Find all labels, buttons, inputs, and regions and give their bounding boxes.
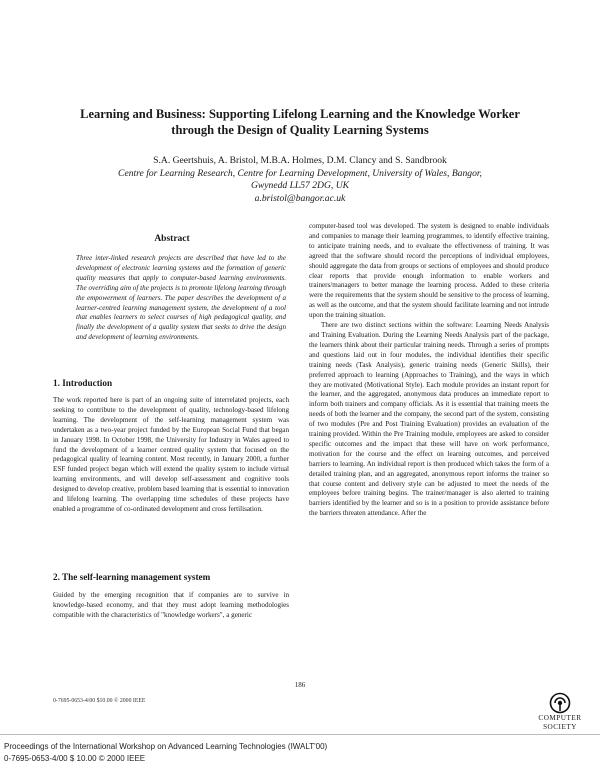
logo-text-computer: COMPUTER: [538, 714, 582, 722]
computer-society-logo: [528, 692, 592, 731]
right-paragraph-2: There are two distinct sections within the software: Learning Needs Analysis and Training Evaluation. During the Learning Needs Analysis part of the package, the learners think about their particular training needs. Through a series of prompts and questions laid out in four modules, the individual identifies their specific training needs (Task Analysis), generic training needs (Generic Skills), their preferred approach to learning (Approaches to Training), and the ways in which they are motivated (Motivational Style). Each module provides an instant report for the learner, and the aggregated, anonymous data produces an immediate report to inform both trainers and company officials. As it is essential that training meets the needs of both the learner and the company, the second part of the system, consisting of two modules (Pre and Post Training Evaluation) provides an evaluation of the training provided. Within the Pre Training module, employees are asked to consider specific outcomes and the impact that these will have on work performance, motivation for the course and the effect on learning outcomes, and perceived barriers to learning. An individual report is then produced which takes the form of a detailed training plan, and an aggregated, anonymous report informs the trainer so that course content and delivery style can be adjusted to meet the needs of the employees before training begins. The trainer/manager is also alerted to training barriers identified by the learner and so is in a position to provide assistance before the barriers threaten attendance. After the: [309, 321, 549, 518]
section-heading-self-learning: 2. The self-learning management system: [53, 572, 211, 582]
footer-isbn: 0-7695-0653-4/00 $ 10.00 © 2000 IEEE: [4, 754, 146, 763]
title-line-2: through the Design of Quality Learning Systems: [171, 123, 429, 137]
title-line-1: Learning and Business: Supporting Lifelong Learning and the Knowledge Worker: [80, 107, 520, 121]
author-block: [40, 155, 560, 205]
footer-divider: [0, 734, 600, 735]
paper-title: [40, 106, 560, 138]
logo-text-society: SOCIETY: [543, 722, 577, 731]
section-heading-introduction: 1. Introduction: [53, 378, 113, 388]
introduction-text: The work reported here is part of an ongoing suite of interrelated projects, each seeking to contribute to the development of quality, technology-based lifelong learning. The development of the self-learning management system was undertaken as a two-year project funded by the European Social Fund that began in January 1998. In October 1998, the University for Industry in Wales agreed to fund the development of a learner centred quality system that focused on the pedagogical quality of learning content. Most recently, in January 2000, a further ESF funded project began which will extend the quality system to include virtual learning environments, and will develop self-assessment and cognitive tools designed to develop creative, problem based learning that is essential to innovation and lifelong learning. The overlapping time schedules of these projects have enabled a programme of co-ordinated development and cross fertilisation.: [53, 396, 289, 513]
page-number: 186: [294, 681, 306, 689]
right-paragraph-1: computer-based tool was developed. The system is designed to enable individuals and companies to manage their learning programmes, to identify effective training, to anticipate training needs, and to evaluate the effectiveness of training. It was agreed that the software should record the perceptions of individual employees, should aggregate the data from groups or sections of employees and should produce clear reports that provide enough information to enable workers and trainers/managers to better manage the learning process. Added to these criteria were the requirements that the system should be sensitive to the process of learning, as well as the outcome, and that the system should facilitate learning and not intrude upon the training situation.: [309, 222, 549, 320]
affiliation-line-1: Centre for Learning Research, Centre for Learning Development, University of Wales, Bangor,: [118, 167, 482, 179]
computer-society-emblem-icon: [549, 692, 571, 714]
abstract-heading: Abstract: [154, 234, 190, 244]
affiliation-line-2: Gwynedd LL57 2DG, UK: [250, 180, 350, 191]
isbn-line: 0-7695-0653-4/00 $10.00 © 2000 IEEE: [53, 698, 146, 704]
abstract-text: Three inter-linked research projects are described that have led to the development of electronic learning systems and the formation of generic quality measures that apply to computer-based learning environments. The overriding aim of the projects is to promote lifelong learning through the empowerment of learners. The paper describes the development of a learner-centred learning management system, the development of a tool that enables learners to select courses of high pedagogical quality, and finally the development of a quality system that seeks to drive the design and development of learning environments.: [76, 254, 286, 342]
authors: S.A. Geertshuis, A. Bristol, M.B.A. Holmes, D.M. Clancy and S. Sandbrook: [153, 155, 447, 166]
self-learning-text: Guided by the emerging recognition that if companies are to survive in knowledge-based economy, and that they must adopt learning methodologies compatible with the characteristics of "knowledge workers", a generic: [53, 591, 289, 619]
email: a.bristol@bangor.ac.uk: [254, 192, 346, 204]
right-column: [309, 222, 549, 519]
footer-proceedings: Proceedings of the International Workshop on Advanced Learning Technologies (IWALT'00): [4, 742, 328, 751]
